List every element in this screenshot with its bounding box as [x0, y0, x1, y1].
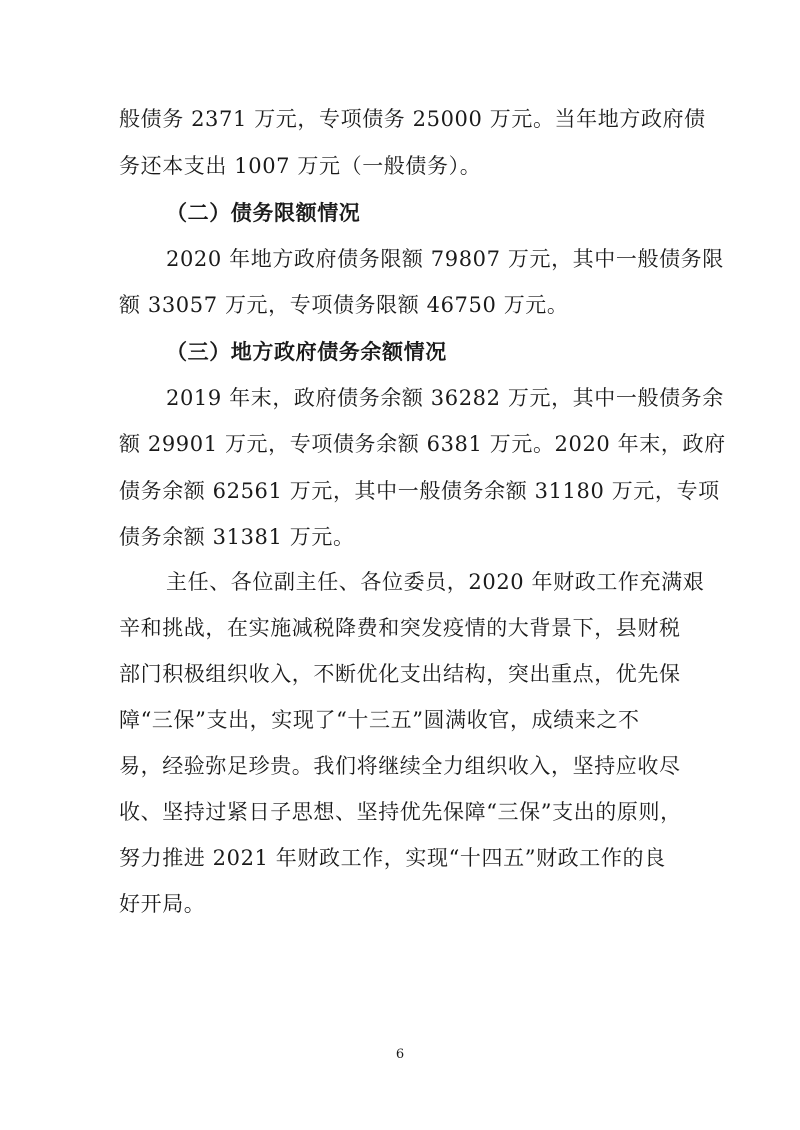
section-heading-debt-balance: （三）地方政府债务余额情况: [166, 340, 447, 364]
paragraph-3-line-3: 债务余额 62561 万元，其中一般债务余额 31180 万元，专项: [119, 479, 720, 503]
paragraph-4-line-4: 障“三保”支出，实现了“十三五”圆满收官，成绩来之不: [119, 708, 640, 732]
paragraph-4-line-2: 辛和挑战，在实施减税降费和突发疫情的大背景下，县财税: [119, 616, 681, 640]
paragraph-3-line-1: 2019 年末，政府债务余额 36282 万元，其中一般债务余: [166, 386, 724, 410]
paragraph-4-line-7: 努力推进 2021 年财政工作，实现“十四五”财政工作的良: [119, 846, 666, 870]
paragraph-2-line-2: 额 33057 万元，专项债务限额 46750 万元。: [119, 293, 569, 317]
paragraph-4-line-3: 部门积极组织收入，不断优化支出结构，突出重点，优先保: [119, 662, 681, 686]
paragraph-4-line-6: 收、坚持过紧日子思想、坚持优先保障“三保”支出的原则，: [119, 800, 682, 824]
paragraph-3-line-4: 债务余额 31381 万元。: [119, 525, 355, 549]
paragraph-1-line-1: 般债务 2371 万元，专项债务 25000 万元。当年地方政府债: [119, 107, 706, 131]
paragraph-4-line-8: 好开局。: [119, 892, 206, 916]
paragraph-3-line-2: 额 29901 万元，专项债务余额 6381 万元。2020 年末，政府: [119, 432, 726, 456]
paragraph-2-line-1: 2020 年地方政府债务限额 79807 万元，其中一般债务限: [166, 247, 724, 271]
paragraph-1-line-2: 务还本支出 1007 万元（一般债务）。: [119, 154, 482, 178]
paragraph-4-line-5: 易，经验弥足珍贵。我们将继续全力组织收入，坚持应收尽: [119, 754, 681, 778]
paragraph-4-line-1: 主任、各位副主任、各位委员，2020 年财政工作充满艰: [166, 570, 705, 594]
page-number: 6: [395, 1047, 405, 1062]
section-heading-debt-limit: （二）债务限额情况: [166, 201, 361, 225]
